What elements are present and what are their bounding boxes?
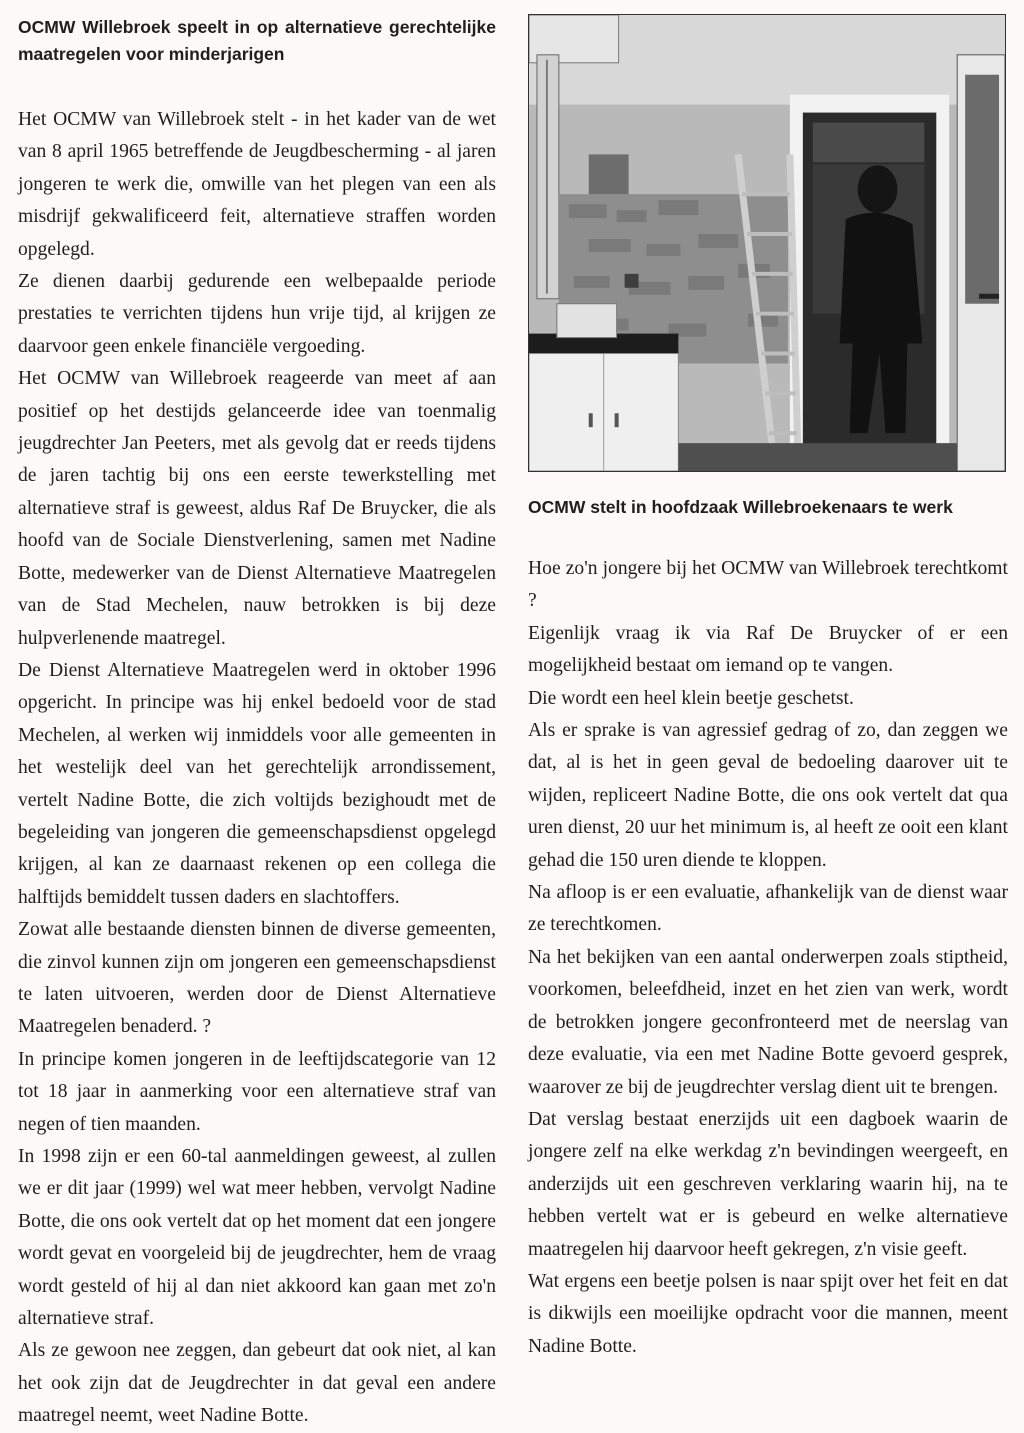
paragraph: Eigenlijk vraag ik via Raf De Bruycker of er een mogelijkheid bestaat om iemand op te vangen. [528, 622, 1008, 677]
paragraph: Die wordt een heel klein beetje geschetst. [528, 687, 854, 709]
left-body-text [18, 104, 496, 1433]
paragraph: Wat ergens een beetje polsen is naar spijt over het feit en dat is dikwijls een moeilijke opdracht voor die mannen, meent Nadine Botte. [528, 1270, 1008, 1357]
paragraph: Het OCMW van Willebroek stelt - in het kader van de wet van 8 april 1965 betreffende de Jeugdbescherming - al jaren jongeren te werk die, omwille van het plegen van een als misdrijf gekwalificeerd feit, alternatieve straffen worden opgelegd. [18, 109, 496, 260]
subheadline-block [528, 494, 1008, 521]
paragraph: Na afloop is er een evaluatie, afhankelijk van de dienst waar ze terechtkomen. [528, 882, 1008, 936]
paragraph: Ze dienen daarbij gedurende een welbepaalde periode prestaties te verrichten tijdens hun vrije tijd, al krijgen ze daarvoor geen enkele financiële vergoeding. [18, 271, 496, 357]
paragraph: Hoe zo'n jongere bij het OCMW van Willebroek terechtkomt ? [528, 558, 1008, 612]
photo-illustration [529, 15, 1005, 471]
paragraph: Zowat alle bestaande diensten binnen de diverse gemeenten, die zinvol kunnen zijn om jongeren een gemeenschapsdienst te laten uitvoeren, werden door de Dienst Alternatieve Maatregelen benaderd. ? [18, 919, 496, 1038]
paragraph: Als ze gewoon nee zeggen, dan gebeurt dat ook niet, al kan het ook zijn dat de Jeugdrechter in dat geval een andere maatregel neemt, weet Nadine Botte. [18, 1340, 496, 1427]
paragraph: In principe komen jongeren in de leeftijdscategorie van 12 tot 18 jaar in aanmerking voor een alternatieve straf van negen of tien maanden. [18, 1048, 496, 1135]
paragraph: De Dienst Alternatieve Maatregelen werd in oktober 1996 opgericht. In principe was hij enkel bedoeld voor de stad Mechelen, al werken wij inmiddels voor alle gemeenten in het westelijk deel van het gerechtelijk arrondissement, vertelt Nadine Botte, die zich voltijds bezighoudt met de begeleiding van jongeren die gemeenschapsdienst opgelegd krijgen, al kan ze daarnaast rekenen op een collega die halftijds bemiddelt tussen daders en slachtoffers. [18, 659, 496, 908]
paragraph: In 1998 zijn er een 60-tal aanmeldingen geweest, al zullen we er dit jaar (1999) wel wat meer hebben, vervolgt Nadine Botte, die ons ook vertelt dat op het moment dat een jongere wordt gevat en voorgeleid bij de jeugdrechter, hem de vraag wordt gesteld of hij al dan niet akkoord kan gaan met zo'n alternatieve straf. [18, 1146, 496, 1330]
left-column [18, 14, 496, 1433]
paragraph: Na het bekijken van een aantal onderwerpen zoals stiptheid, voorkomen, beleefdheid, inzet en het zien van werk, wordt de betrokken jongere geconfronteerd met de neerslag van deze evaluatie, via een met Nadine Botte gevoerd gesprek, waarover ze bij de jeugdrechter verslag dient uit te brengen. [528, 946, 1008, 1098]
kitchen-renovation-photo [528, 14, 1006, 472]
paragraph: Dat verslag bestaat enerzijds uit een dagboek waarin de jongere zelf na elke werkdag z'n bevindingen weergeeft, en anderzijds uit een geschreven verklaring waarin hij, na te hebben vertelt wat er is gebeurd en welke alternatieve maatregelen hij daarvoor heeft gekregen, z'n visie geeft. [528, 1108, 1008, 1260]
paragraph: Als er sprake is van agressief gedrag of zo, dan zeggen we dat, al is het in geen geval de bedoeling daarover uit te wijden, repliceert Nadine Botte, die ons ook vertelt dat qua uren dienst, 20 uur het minimum is, al heeft ze ooit een klant gehad die 150 uren diende te kloppen. [528, 720, 1008, 871]
article-subheadline: OCMW stelt in hoofdzaak Willebroekenaars te werk [528, 497, 953, 517]
article-headline: OCMW Willebroek speelt in op alternatieve gerechtelijke maatregelen voor minderjarigen [18, 17, 496, 64]
paragraph: Het OCMW van Willebroek reageerde van meet af aan positief op het destijds gelanceerde idee van toenmalig jeugdrechter Jan Peeters, met als gevolg dat er reeds tijdens de jaren tachtig bij ons een eerste tewerkstelling met alternatieve straf is geweest, aldus Raf De Bruycker, die als hoofd van de Sociale Dienstverlening, samen met Nadine Botte, medewerker van de Dienst Alternatieve Maatregelen van de Stad Mechelen, nauw betrokken is bij deze hulpverlenende maatregel. [18, 368, 496, 649]
right-body-text [528, 553, 1008, 1363]
